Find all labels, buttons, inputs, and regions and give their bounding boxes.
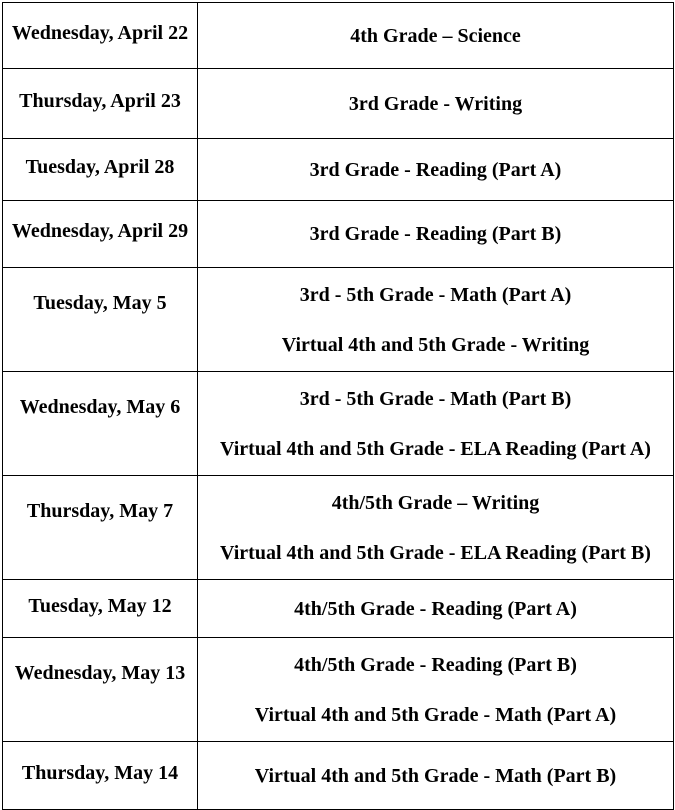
table-row xyxy=(3,638,674,742)
table-row xyxy=(3,139,674,201)
test-cell xyxy=(198,268,674,372)
test-cell xyxy=(198,742,674,810)
test-text: 4th/5th Grade – Writing xyxy=(331,491,540,514)
date-cell xyxy=(3,580,198,638)
date-text: Thursday, May 14 xyxy=(21,761,179,784)
table-row xyxy=(3,372,674,476)
test-text: 4th/5th Grade - Reading (Part B) xyxy=(294,653,577,676)
table-row xyxy=(3,268,674,372)
test-cell xyxy=(198,476,674,580)
test-text: 3rd Grade - Reading (Part B) xyxy=(309,223,562,245)
date-text: Thursday, May 7 xyxy=(26,500,174,522)
table-row xyxy=(3,3,674,69)
table-row xyxy=(3,201,674,268)
test-cell xyxy=(198,372,674,476)
test-text: 3rd - 5th Grade - Math (Part B) xyxy=(299,387,572,410)
test-text: 4th Grade – Science xyxy=(350,24,521,47)
date-cell xyxy=(3,742,198,810)
test-cell xyxy=(198,201,674,268)
test-text: 3rd Grade - Writing xyxy=(348,92,523,115)
test-cell xyxy=(198,69,674,139)
test-text: Virtual 4th and 5th Grade - ELA Reading (Part A) xyxy=(220,437,651,460)
test-cell xyxy=(198,580,674,638)
test-text: Virtual 4th and 5th Grade - ELA Reading (Part B) xyxy=(220,541,651,564)
date-cell xyxy=(3,476,198,580)
date-cell xyxy=(3,3,198,69)
test-text: 4th/5th Grade - Reading (Part A) xyxy=(294,597,577,620)
date-text: Tuesday, April 28 xyxy=(25,155,175,178)
date-cell xyxy=(3,139,198,201)
test-cell xyxy=(198,3,674,69)
date-text: Wednesday, April 22 xyxy=(11,21,189,44)
test-text: Virtual 4th and 5th Grade - Math (Part A) xyxy=(254,703,617,726)
test-text: 3rd - 5th Grade - Math (Part A) xyxy=(299,283,572,306)
date-cell xyxy=(3,638,198,742)
date-cell xyxy=(3,201,198,268)
date-text: Wednesday, May 13 xyxy=(14,662,186,684)
testing-schedule-table xyxy=(2,2,674,810)
test-text: 3rd Grade - Reading (Part A) xyxy=(309,158,562,181)
table-row xyxy=(3,476,674,580)
table-row xyxy=(3,580,674,638)
date-text: Tuesday, May 12 xyxy=(28,594,172,617)
test-text: Virtual 4th and 5th Grade - Math (Part B) xyxy=(254,764,617,787)
date-cell xyxy=(3,69,198,139)
test-cell xyxy=(198,638,674,742)
table-row xyxy=(3,742,674,810)
test-cell xyxy=(198,139,674,201)
date-text: Wednesday, April 29 xyxy=(11,220,189,242)
test-text: Virtual 4th and 5th Grade - Writing xyxy=(281,333,590,356)
date-text: Wednesday, May 6 xyxy=(19,396,181,418)
date-text: Tuesday, May 5 xyxy=(33,292,167,314)
date-cell xyxy=(3,268,198,372)
date-cell xyxy=(3,372,198,476)
table-row xyxy=(3,69,674,139)
date-text: Thursday, April 23 xyxy=(19,89,181,112)
